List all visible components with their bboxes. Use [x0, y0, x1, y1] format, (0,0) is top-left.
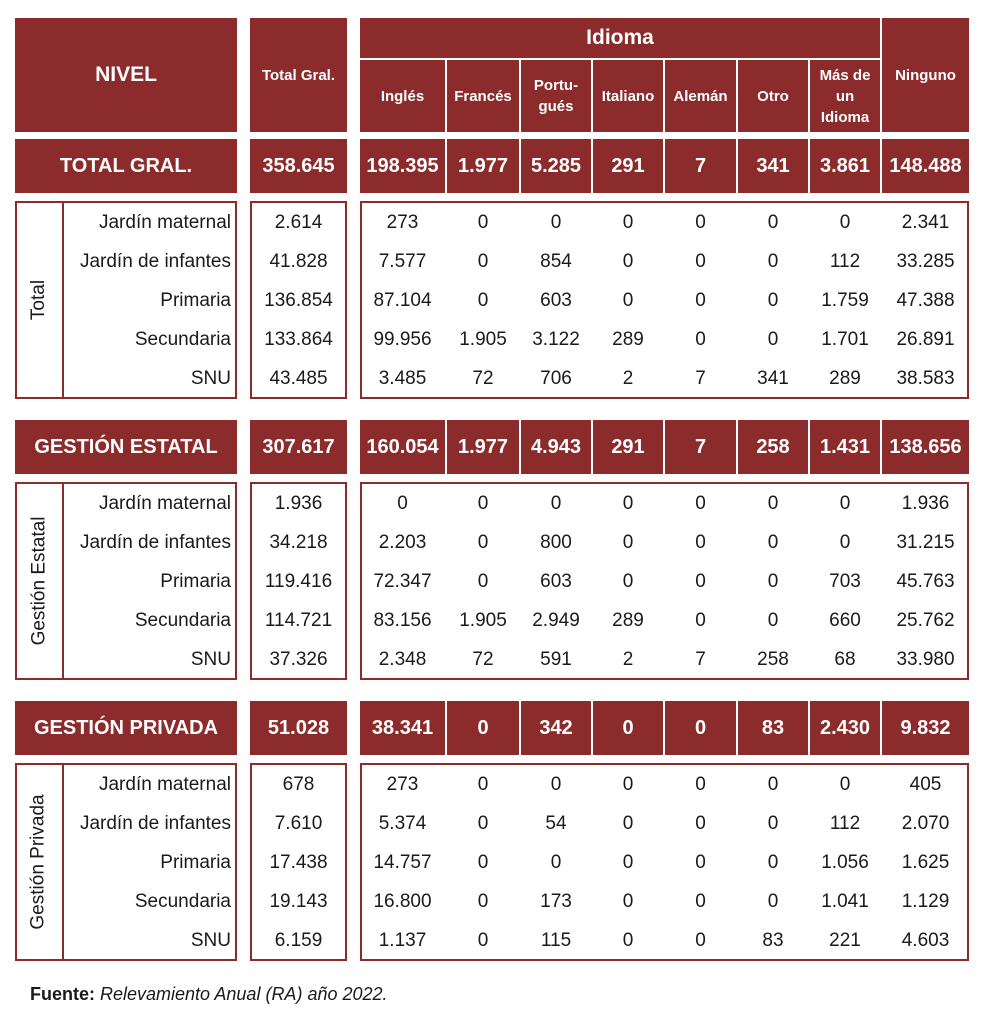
- header-total-gral-label: Total Gral.: [261, 66, 336, 84]
- table-cell: 2.341: [901, 211, 950, 233]
- table-cell: 114.721: [264, 609, 333, 631]
- table-cell: 603: [540, 570, 572, 592]
- table-cell: 83.156: [373, 609, 432, 631]
- table-cell: 0: [695, 812, 706, 834]
- header-frances: [447, 60, 519, 132]
- table-cell: 1.129: [901, 890, 950, 912]
- table-cell: 0: [622, 211, 634, 233]
- table-cell: 0: [477, 890, 489, 912]
- table-cell: 0: [839, 211, 851, 233]
- side-label: [15, 482, 63, 680]
- table-cell: 33.980: [896, 648, 955, 670]
- table-cell: 0: [477, 773, 489, 795]
- row-label: SNU: [190, 367, 231, 389]
- header-ninguno: [882, 18, 969, 132]
- section-total-cell: 7: [665, 139, 736, 193]
- footer-source: [30, 984, 388, 1005]
- header-mas-de-un-idioma: [810, 60, 880, 132]
- table-cell: 6.159: [274, 929, 323, 951]
- section-total-cell: 3.861: [810, 139, 880, 193]
- table-cell: 2.348: [378, 648, 427, 670]
- section-total-cell: 148.488: [882, 139, 969, 193]
- table-cell: 854: [540, 250, 572, 272]
- table-cell: 0: [695, 773, 706, 795]
- table-cell: 0: [695, 851, 706, 873]
- section-total-cell: 83: [738, 701, 808, 755]
- section-total-cell: 2.430: [810, 701, 880, 755]
- section-total-cell: 1.977: [447, 420, 519, 474]
- table-cell: 45.763: [896, 570, 955, 592]
- row-label: Secundaria: [134, 609, 231, 631]
- table-cell: 0: [767, 289, 779, 311]
- header-ingles-label: Inglés: [380, 87, 425, 105]
- table-cell: 0: [695, 890, 706, 912]
- table-cell: 115: [540, 929, 572, 951]
- header-total-gral: [250, 18, 347, 132]
- table-cell: 0: [767, 851, 779, 873]
- table-cell: 112: [829, 250, 861, 272]
- table-cell: 7.610: [274, 812, 323, 834]
- table-cell: 1.905: [459, 328, 507, 350]
- table-cell: 0: [695, 211, 706, 233]
- section-total-cell: 0: [665, 701, 736, 755]
- section-band-label: GESTIÓN ESTATAL: [15, 420, 237, 474]
- header-idioma: [360, 18, 880, 58]
- table-cell: 0: [695, 328, 706, 350]
- row-label: Primaria: [160, 289, 231, 311]
- table-cell: 2.070: [901, 812, 950, 834]
- section-total-cell: 1.431: [810, 420, 880, 474]
- section-total-cell: 160.054: [360, 420, 445, 474]
- table-cell: 2.949: [532, 609, 580, 631]
- table-cell: 0: [767, 773, 779, 795]
- table-cell: 5.374: [378, 812, 427, 834]
- table-cell: 678: [282, 773, 315, 795]
- header-portugues-line1: Portu-: [533, 77, 579, 94]
- table-cell: 43.485: [269, 367, 328, 389]
- table-cell: 289: [829, 367, 861, 389]
- header-nivel-label: NIVEL: [95, 63, 157, 86]
- section-total-cell: 341: [738, 139, 808, 193]
- table-cell: 2: [622, 367, 634, 389]
- section-band-label: TOTAL GRAL.: [15, 139, 237, 193]
- table-cell: 0: [477, 211, 489, 233]
- table-cell: 54: [545, 812, 567, 834]
- table-cell: 258: [757, 648, 789, 670]
- row-label: Jardín maternal: [98, 492, 231, 514]
- table-cell: 87.104: [373, 289, 432, 311]
- table-cell: 38.583: [896, 367, 955, 389]
- table-cell: 0: [550, 851, 562, 873]
- table-cell: 273: [386, 773, 419, 795]
- table-cell: 0: [477, 812, 489, 834]
- table-cell: 0: [839, 492, 851, 514]
- table-cell: 2: [622, 648, 634, 670]
- row-label: Primaria: [160, 570, 231, 592]
- table-cell: 0: [767, 531, 779, 553]
- table-cell: 0: [622, 531, 634, 553]
- row-label: Jardín maternal: [98, 773, 231, 795]
- table-cell: 0: [622, 250, 634, 272]
- table-cell: 31.215: [896, 531, 955, 553]
- table-cell: 0: [622, 929, 634, 951]
- table-cell: 221: [829, 929, 861, 951]
- table-cell: 72.347: [373, 570, 432, 592]
- header-nivel: [15, 18, 237, 132]
- table-cell: 0: [767, 328, 779, 350]
- section-total-cell: 9.832: [882, 701, 969, 755]
- table-cell: 800: [540, 531, 572, 553]
- table-cell: 405: [909, 773, 942, 795]
- header-frances-label: Francés: [454, 87, 512, 105]
- header-mas-line1: Más de: [819, 66, 871, 84]
- table-cell: 0: [767, 211, 779, 233]
- table-cell: 17.438: [269, 851, 328, 873]
- table-cell: 341: [757, 367, 789, 389]
- section-total-cell: 0: [593, 701, 663, 755]
- header-ninguno-label: Ninguno: [895, 66, 956, 84]
- table-cell: 706: [540, 367, 572, 389]
- section-total-cell: 7: [665, 420, 736, 474]
- table-cell: 0: [622, 570, 634, 592]
- section-total-cell: 291: [593, 420, 663, 474]
- table-cell: 0: [397, 492, 408, 514]
- header-idioma-label: Idioma: [586, 26, 654, 49]
- table-cell: 119.416: [264, 570, 333, 592]
- table-cell: 1.936: [274, 492, 323, 514]
- table-cell: 0: [622, 851, 634, 873]
- table-cell: 0: [477, 531, 489, 553]
- table-cell: 0: [477, 851, 489, 873]
- table-cell: 19.143: [269, 890, 328, 912]
- table-cell: 0: [695, 289, 706, 311]
- table-cell: 41.828: [269, 250, 328, 272]
- table-cell: 289: [612, 609, 644, 631]
- side-label-text: Gestión Estatal: [28, 516, 49, 646]
- table-cell: 0: [767, 890, 779, 912]
- table-cell: 0: [695, 531, 706, 553]
- table-cell: 0: [477, 289, 489, 311]
- row-label: Jardín de infantes: [79, 531, 231, 553]
- section-total-cell: 38.341: [360, 701, 445, 755]
- table-cell: 37.326: [269, 648, 328, 670]
- table-cell: 0: [695, 492, 706, 514]
- table-cell: 0: [622, 812, 634, 834]
- table-cell: 14.757: [373, 851, 432, 873]
- table-cell: 0: [622, 492, 634, 514]
- table-cell: 0: [550, 773, 562, 795]
- table-cell: 0: [839, 773, 851, 795]
- row-label: SNU: [190, 648, 231, 670]
- table-cell: 0: [695, 570, 706, 592]
- table-cell: 273: [386, 211, 419, 233]
- table-cell: 2.203: [378, 531, 427, 553]
- section-total-cell: 198.395: [360, 139, 445, 193]
- footer-label: Fuente:: [30, 984, 95, 1004]
- table-cell: 0: [622, 773, 634, 795]
- table-cell: 7.577: [378, 250, 427, 272]
- table-cell: 7: [695, 367, 706, 389]
- section-total-cell: 138.656: [882, 420, 969, 474]
- section-total-cell: 358.645: [250, 139, 347, 193]
- row-label: SNU: [190, 929, 231, 951]
- table-cell: 1.041: [821, 890, 869, 912]
- header-portugues: [521, 60, 591, 132]
- row-label: Secundaria: [134, 890, 231, 912]
- side-label: [15, 201, 63, 399]
- table-cell: 133.864: [264, 328, 333, 350]
- table-cell: 33.285: [896, 250, 955, 272]
- section-total-cell: 1.977: [447, 139, 519, 193]
- table-cell: 99.956: [373, 328, 432, 350]
- header-otro-label: Otro: [757, 87, 789, 105]
- table-cell: 0: [767, 570, 779, 592]
- table-cell: 112: [829, 812, 861, 834]
- header-mas-line2: un: [835, 87, 855, 105]
- table-cell: 703: [829, 570, 861, 592]
- table-cell: 0: [550, 492, 562, 514]
- table-cell: 0: [622, 289, 634, 311]
- table-cell: 0: [477, 570, 489, 592]
- table-cell: 136.854: [264, 289, 333, 311]
- table-cell: 1.936: [901, 492, 950, 514]
- table-cell: 173: [540, 890, 572, 912]
- section-total-cell: 0: [447, 701, 519, 755]
- table-cell: 603: [540, 289, 572, 311]
- table-cell: 1.701: [821, 328, 869, 350]
- table-cell: 0: [767, 250, 779, 272]
- section-total-cell: 307.617: [250, 420, 347, 474]
- section-total-cell: 51.028: [250, 701, 347, 755]
- table-cell: 72: [472, 648, 494, 670]
- table-cell: 0: [695, 250, 706, 272]
- row-label: Jardín de infantes: [79, 250, 231, 272]
- row-label: Primaria: [160, 851, 231, 873]
- header-mas-line3: Idioma: [820, 108, 870, 126]
- section-total-cell: 258: [738, 420, 808, 474]
- table-cell: 660: [829, 609, 861, 631]
- section-band-label: GESTIÓN PRIVADA: [15, 701, 237, 755]
- table-cell: 0: [695, 929, 706, 951]
- table-cell: 1.056: [821, 851, 869, 873]
- table-cell: 0: [622, 890, 634, 912]
- table-cell: 16.800: [373, 890, 432, 912]
- section-total-cell: 4.943: [521, 420, 591, 474]
- section-total-cell: 5.285: [521, 139, 591, 193]
- table-cell: 0: [695, 609, 706, 631]
- table-cell: 25.762: [896, 609, 955, 631]
- table-cell: 2.614: [274, 211, 323, 233]
- table-cell: 0: [839, 531, 851, 553]
- table-cell: 72: [472, 367, 494, 389]
- table-cell: 0: [767, 812, 779, 834]
- header-italiano-label: Italiano: [601, 87, 655, 105]
- table-cell: 289: [612, 328, 644, 350]
- table-cell: 34.218: [269, 531, 328, 553]
- table-cell: 68: [834, 648, 856, 670]
- table-cell: 0: [767, 492, 779, 514]
- footer-text: Relevamiento Anual (RA) año 2022.: [100, 984, 388, 1004]
- table-cell: 0: [477, 250, 489, 272]
- table-cell: 7: [695, 648, 706, 670]
- header-otro: [738, 60, 808, 132]
- table-cell: 591: [540, 648, 572, 670]
- section-total-cell: 342: [521, 701, 591, 755]
- table-cell: 3.485: [378, 367, 427, 389]
- table-cell: 4.603: [901, 929, 950, 951]
- row-label: Jardín de infantes: [79, 812, 231, 834]
- table-cell: 47.388: [896, 289, 955, 311]
- row-label: Secundaria: [134, 328, 231, 350]
- table-cell: 1.759: [821, 289, 869, 311]
- side-label: [15, 763, 63, 961]
- header-italiano: [593, 60, 663, 132]
- table-cell: 3.122: [532, 328, 580, 350]
- table-cell: 1.625: [901, 851, 950, 873]
- table-cell: 26.891: [896, 328, 955, 350]
- section-total-cell: 291: [593, 139, 663, 193]
- header-ingles: [360, 60, 445, 132]
- table-cell: 0: [550, 211, 562, 233]
- row-label: Jardín maternal: [98, 211, 231, 233]
- table-cell: 1.905: [459, 609, 507, 631]
- header-aleman: [665, 60, 736, 132]
- side-label-text: Gestión Privada: [28, 794, 49, 930]
- table-cell: 0: [477, 492, 489, 514]
- header-aleman-label: Alemán: [673, 87, 728, 105]
- header-portugues-line2: gués: [538, 98, 574, 115]
- table-cell: 0: [767, 609, 779, 631]
- table-cell: 1.137: [378, 929, 427, 951]
- table-cell: 0: [477, 929, 489, 951]
- side-label-text: Total: [27, 279, 49, 321]
- table-cell: 83: [762, 929, 784, 951]
